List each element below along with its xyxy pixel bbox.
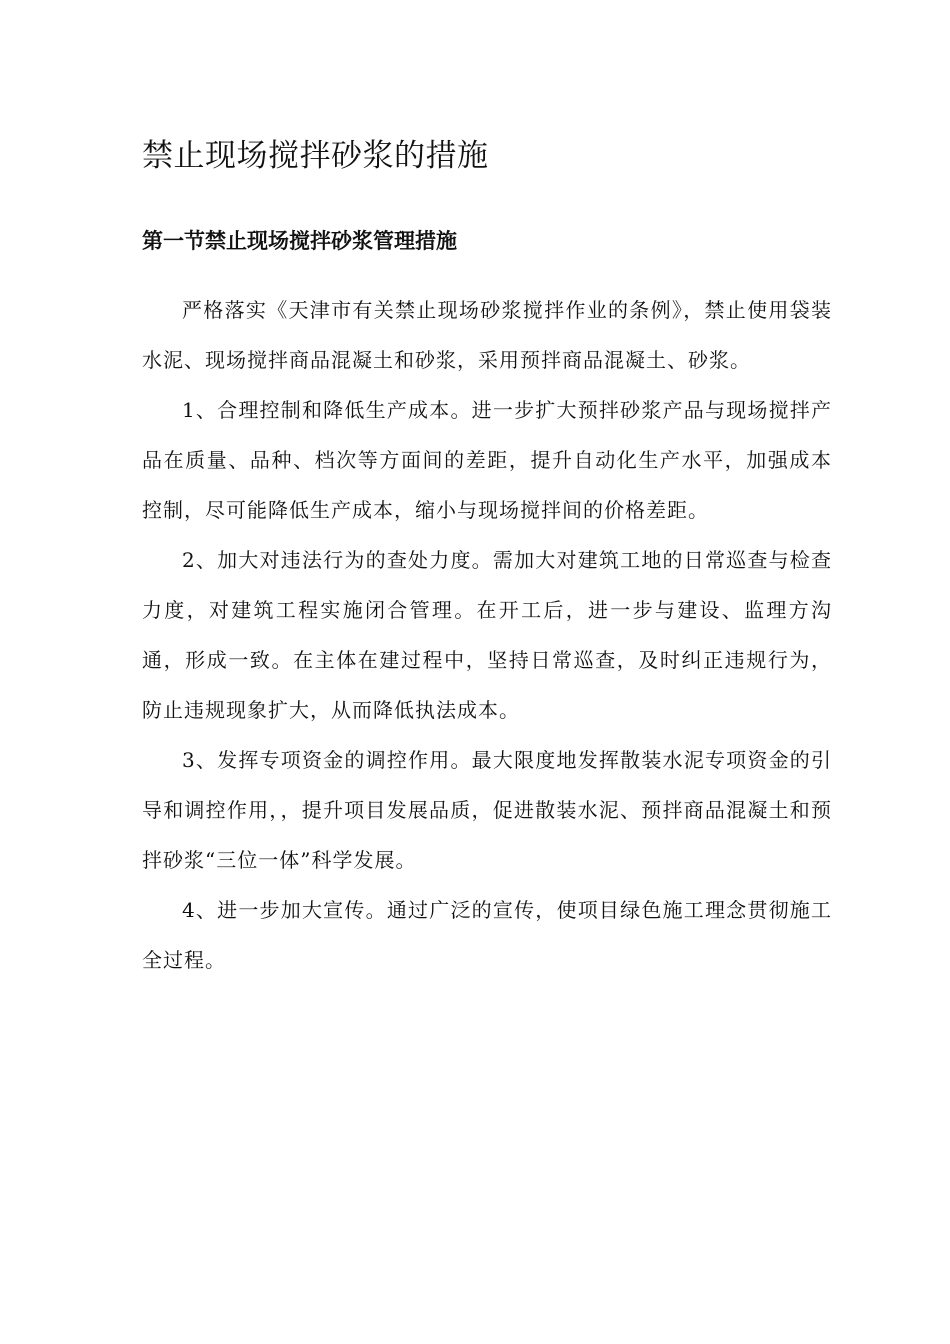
- document-body: [142, 130, 832, 985]
- paragraph-item-3: 3、发挥专项资金的调控作用。最大限度地发挥散装水泥专项资金的引导和调控作用，，提升项目发展品质，促进散装水泥、预拌商品混凝土和预拌砂浆“三位一体”科学发展。: [142, 748, 832, 872]
- section-heading: 第一节禁止现场搅拌砂浆管理措施: [142, 229, 457, 253]
- paragraph-item-4: 4、进一步加大宣传。通过广泛的宣传，使项目绿色施工理念贯彻施工全过程。: [142, 898, 832, 972]
- paragraph-item-1: 1、合理控制和降低生产成本。进一步扩大预拌砂浆产品与现场搅拌产品在质量、品种、档次等方面间的差距，提升自动化生产水平，加强成本控制，尽可能降低生产成本，缩小与现场搅拌间的价格差距。: [142, 398, 832, 522]
- paragraph-item-2: 2、加大对违法行为的查处力度。需加大对建筑工地的日常巡查与检查力度，对建筑工程实施闭合管理。在开工后，进一步与建设、监理方沟通，形成一致。在主体在建过程中，坚持日常巡查，及时纠正违规行为，防止违规现象扩大，从而降低执法成本。: [142, 548, 832, 722]
- paragraph-intro: 严格落实《天津市有关禁止现场砂浆搅拌作业的条例》，禁止使用袋装水泥、现场搅拌商品混凝土和砂浆，采用预拌商品混凝土、砂浆。: [142, 298, 832, 372]
- document-title: 禁止现场搅拌砂浆的措施: [142, 138, 489, 174]
